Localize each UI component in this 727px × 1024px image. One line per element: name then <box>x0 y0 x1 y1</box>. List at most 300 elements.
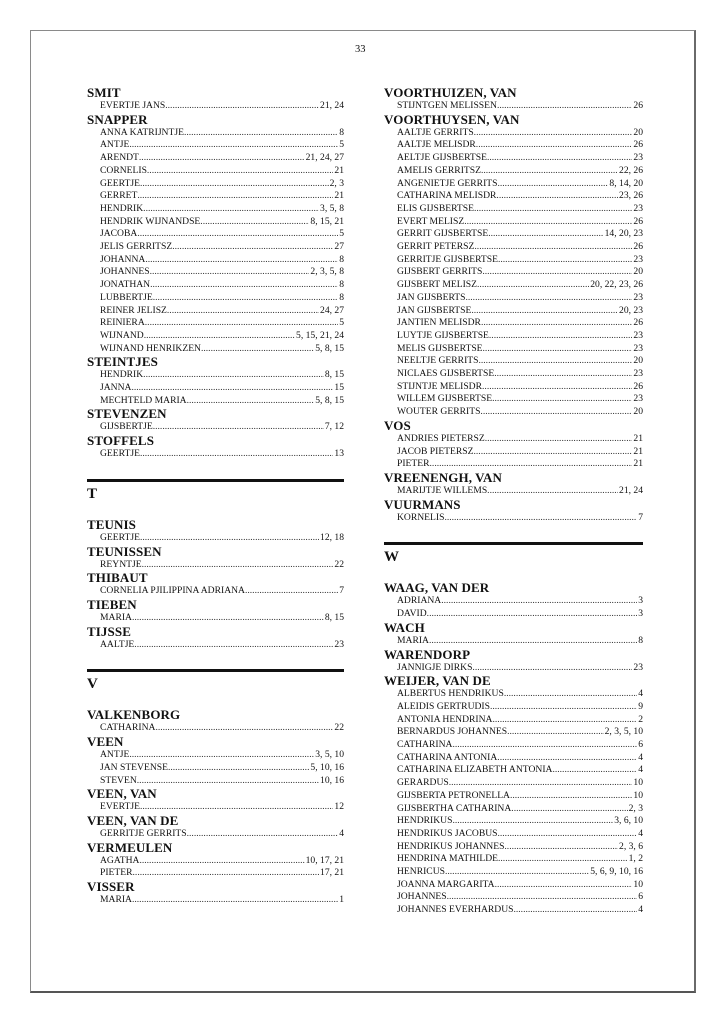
entry-name: NICLAES GIJSBERTSE <box>397 368 495 380</box>
entry-name: CATHARINA MELISDR <box>397 190 497 202</box>
index-entry <box>384 266 643 279</box>
dot-leader <box>449 777 633 790</box>
entry-pages: 5, 8, 15 <box>315 342 344 354</box>
index-entry <box>87 317 344 330</box>
index-entry <box>87 279 344 292</box>
index-entry <box>384 446 643 459</box>
letter-section <box>87 479 344 502</box>
entry-name: HENDRIK <box>100 202 144 214</box>
surname-heading: STOFFELS <box>87 433 155 449</box>
family-group <box>384 648 643 675</box>
page-number: 33 <box>355 44 366 55</box>
family-group <box>384 621 643 648</box>
entry-name: JAN GIJSBERTSE <box>397 304 472 316</box>
entry-pages: 23 <box>633 253 643 265</box>
dot-leader <box>131 382 333 395</box>
dot-leader <box>489 330 633 343</box>
dot-leader <box>137 775 319 788</box>
entry-name: JANTIEN MELISDR <box>397 317 481 329</box>
dot-leader <box>481 165 618 178</box>
entry-pages: 20 <box>633 355 643 367</box>
dot-leader <box>494 368 632 381</box>
entry-pages: 20 <box>633 126 643 138</box>
dot-leader <box>495 879 633 892</box>
entry-pages: 23 <box>633 202 643 214</box>
entry-pages: 8, 15 <box>324 369 344 381</box>
entry-name: NEELTJE GERRITS <box>397 355 479 367</box>
entry-name: ANGENIETJE GERRITS <box>397 177 498 189</box>
family-group <box>87 355 344 407</box>
index-entry <box>384 764 643 777</box>
entry-pages: 4 <box>638 827 643 839</box>
entry-name: AELTJE GIJSBERTSE <box>397 152 487 164</box>
entry-name: HENDRIK <box>100 369 144 381</box>
entry-pages: 26 <box>633 139 643 151</box>
letter-section <box>384 542 643 565</box>
dot-leader <box>472 662 632 675</box>
family-group <box>87 545 344 572</box>
entry-name: GERRITJE GIJSBERTSE <box>397 253 498 265</box>
index-entry <box>87 190 344 203</box>
dot-leader <box>143 369 324 382</box>
index-entry <box>384 777 643 790</box>
entry-name: GIJSBERT GERRITS <box>397 266 483 278</box>
index-entry <box>384 178 643 191</box>
index-entry <box>384 512 643 525</box>
entry-pages: 20 <box>633 406 643 418</box>
index-entry <box>384 714 643 727</box>
entry-name: HENDRIKUS <box>397 815 453 827</box>
dot-leader <box>144 330 295 343</box>
index-entry <box>384 203 643 216</box>
entry-name: WIJNAND <box>100 329 144 341</box>
entry-name: JOHANNA <box>100 253 146 265</box>
surname-heading: VALKENBORG <box>87 707 181 723</box>
dot-leader <box>452 739 637 752</box>
entry-name: REYNTJE <box>100 558 142 570</box>
family-group <box>87 735 344 787</box>
entry-name: JELIS GERRITSZ <box>100 241 173 253</box>
index-entry <box>384 343 643 356</box>
family-group <box>384 113 643 419</box>
entry-name: PIETER <box>100 867 133 879</box>
entry-name: GIJSBERTJE <box>100 421 153 433</box>
dot-leader <box>485 433 633 446</box>
entry-pages: 23 <box>633 393 643 405</box>
index-column-left <box>87 86 344 907</box>
entry-name: ALBERTUS HENDRIKUS <box>397 688 504 700</box>
index-entry <box>384 216 643 229</box>
index-entry <box>384 726 643 739</box>
entry-name: WIJNAND HENRIKZEN <box>100 342 201 354</box>
family-group <box>384 581 643 620</box>
dot-leader <box>201 343 314 356</box>
entry-pages: 6 <box>638 891 643 903</box>
entry-pages: 4 <box>339 827 344 839</box>
entry-name: ANDRIES PIETERSZ <box>397 432 485 444</box>
section-divider <box>87 479 344 482</box>
entry-name: ELIS GIJSBERTSE <box>397 202 474 214</box>
index-entry <box>87 305 344 318</box>
entry-pages: 2, 3 <box>329 177 344 189</box>
entry-name: STIJNTGEN MELISSEN <box>397 100 497 111</box>
entry-pages: 13 <box>334 448 344 460</box>
entry-pages: 2, 3 <box>628 802 643 814</box>
entry-name: CATHARINA ELIZABETH ANTONIA <box>397 764 553 776</box>
entry-pages: 5 <box>339 317 344 329</box>
dot-leader <box>482 381 632 394</box>
index-entry <box>87 216 344 229</box>
entry-pages: 2, 3, 5, 8 <box>310 266 344 278</box>
dot-leader <box>511 803 627 816</box>
surname-heading: VERMEULEN <box>87 839 173 855</box>
dot-leader <box>483 343 633 356</box>
entry-pages: 5, 15, 21, 24 <box>296 329 344 341</box>
dot-leader <box>150 279 338 292</box>
entry-pages: 1 <box>339 894 344 906</box>
letter-heading: T <box>87 485 98 502</box>
entry-name: ALEIDIS GERTRUDIS <box>397 700 490 712</box>
index-column-right <box>384 86 643 917</box>
entry-pages: 10, 16 <box>320 774 344 786</box>
entry-pages: 9 <box>638 700 643 712</box>
index-entry <box>384 355 643 368</box>
entry-name: ANTONIA HENDRINA <box>397 713 493 725</box>
entry-name: GIJSBERTHA CATHARINA <box>397 802 512 814</box>
dot-leader <box>165 100 319 113</box>
index-entry <box>87 382 344 395</box>
family-group <box>87 518 344 545</box>
entry-pages: 5 <box>339 139 344 151</box>
entry-pages: 10 <box>633 777 643 789</box>
entry-pages: 23 <box>633 291 643 303</box>
entry-pages: 20 <box>633 266 643 278</box>
entry-name: HENRICUS <box>397 866 445 878</box>
entry-name: ARENDT <box>100 152 139 164</box>
index-entry <box>384 608 643 621</box>
index-entry <box>87 228 344 241</box>
dot-leader <box>167 305 319 318</box>
entry-pages: 20, 22, 23, 26 <box>590 279 643 291</box>
index-entry <box>384 688 643 701</box>
index-entry <box>87 612 344 625</box>
dot-leader <box>487 485 618 498</box>
entry-name: WILLEM GIJSBERTSE <box>397 393 493 405</box>
entry-pages: 23 <box>633 152 643 164</box>
entry-name: AALTJE <box>100 638 135 650</box>
index-entry <box>87 448 344 461</box>
dot-leader <box>153 292 338 305</box>
dot-leader <box>481 317 632 330</box>
entry-pages: 21 <box>334 164 344 176</box>
entry-pages: 21, 24 <box>320 100 344 111</box>
index-entry <box>384 279 643 292</box>
entry-name: ANTJE <box>100 749 130 761</box>
surname-heading: TIEBEN <box>87 596 137 612</box>
index-entry <box>384 317 643 330</box>
family-group <box>87 571 344 598</box>
entry-name: JAN STEVENSE <box>100 761 168 773</box>
entry-pages: 12 <box>334 801 344 813</box>
entry-pages: 2 <box>638 713 643 725</box>
index-entry <box>87 855 344 868</box>
dot-leader <box>145 254 338 267</box>
letter-heading: W <box>384 549 399 566</box>
index-entry <box>384 381 643 394</box>
index-entry <box>384 228 643 241</box>
index-entry <box>87 532 344 545</box>
dot-leader <box>150 266 310 279</box>
letter-section <box>87 669 344 692</box>
index-entry <box>384 330 643 343</box>
entry-name: GERRIT PETERSZ <box>397 241 475 253</box>
index-entry <box>87 762 344 775</box>
entry-name: REINER JELISZ <box>100 304 167 316</box>
dot-leader <box>145 317 338 330</box>
entry-name: JOHANNES <box>397 891 447 903</box>
dot-leader <box>137 228 338 241</box>
family-group <box>87 113 344 356</box>
entry-name: JANNA <box>100 382 132 394</box>
dot-leader <box>498 853 628 866</box>
entry-pages: 8 <box>339 291 344 303</box>
dot-leader <box>132 894 338 907</box>
index-entry <box>87 152 344 165</box>
entry-name: GERRITJE GERRITS <box>100 827 187 839</box>
dot-leader <box>155 722 333 735</box>
entry-name: EVERTJE JANS <box>100 100 166 111</box>
entry-name: BERNARDUS JOHANNES <box>397 726 508 738</box>
surname-heading: VREENENGH, VAN <box>384 469 502 485</box>
family-group <box>87 880 344 907</box>
index-entry <box>87 330 344 343</box>
entry-name: JOHANNES <box>100 266 150 278</box>
dot-leader <box>513 904 637 917</box>
entry-name: ANTJE <box>100 139 130 151</box>
entry-name: CATHARINA <box>397 739 453 751</box>
dot-leader <box>427 608 638 621</box>
entry-pages: 26 <box>633 317 643 329</box>
index-entry <box>384 879 643 892</box>
entry-pages: 21 <box>633 432 643 444</box>
dot-leader <box>132 612 324 625</box>
entry-name: WOUTER GERRITS <box>397 406 481 418</box>
surname-heading: VEEN <box>87 734 124 750</box>
entry-pages: 4 <box>638 751 643 763</box>
entry-name: JAN GIJSBERTS <box>397 291 466 303</box>
index-entry <box>87 139 344 152</box>
dot-leader <box>187 828 339 841</box>
index-entry <box>384 828 643 841</box>
entry-name: HENDRINA MATHILDE <box>397 853 498 865</box>
entry-pages: 23 <box>633 342 643 354</box>
dot-leader <box>474 127 633 140</box>
family-group <box>87 434 344 461</box>
family-group <box>384 419 643 471</box>
index-entry <box>384 853 643 866</box>
index-entry <box>384 803 643 816</box>
surname-heading: TIJSSE <box>87 623 131 639</box>
entry-pages: 26 <box>633 241 643 253</box>
entry-pages: 3 <box>638 608 643 620</box>
dot-leader <box>140 801 333 814</box>
index-entry <box>87 801 344 814</box>
dot-leader <box>464 216 632 229</box>
dot-leader <box>471 305 618 318</box>
dot-leader <box>477 279 589 292</box>
dot-leader <box>133 867 320 880</box>
index-entry <box>384 866 643 879</box>
entry-name: AGATHA <box>100 854 140 866</box>
entry-name: MARIA <box>100 611 132 623</box>
entry-pages: 26 <box>633 380 643 392</box>
dot-leader <box>140 532 319 545</box>
dot-leader <box>129 749 314 762</box>
entry-pages: 2, 3, 6 <box>619 840 643 852</box>
dot-leader <box>498 254 632 267</box>
entry-name: CORNELIS <box>100 164 147 176</box>
dot-leader <box>497 752 637 765</box>
entry-name: GERRIT GIJSBERTSE <box>397 228 489 240</box>
dot-leader <box>445 866 589 879</box>
family-group <box>384 471 643 498</box>
entry-pages: 4 <box>638 764 643 776</box>
dot-leader <box>429 635 637 648</box>
index-entry <box>384 485 643 498</box>
entry-pages: 21, 24, 27 <box>305 152 344 164</box>
entry-name: CORNELIA PJILIPPINA ADRIANA <box>100 585 245 597</box>
dot-leader <box>153 421 324 434</box>
surname-heading: VOORTHUIZEN, VAN <box>384 85 517 100</box>
section-divider <box>87 669 344 672</box>
surname-heading: VOORTHUYSEN, VAN <box>384 111 520 127</box>
dot-leader <box>496 190 618 203</box>
index-entry <box>384 595 643 608</box>
entry-pages: 22 <box>334 722 344 734</box>
entry-pages: 23 <box>633 661 643 673</box>
family-group <box>384 674 643 917</box>
entry-pages: 21 <box>633 458 643 470</box>
dot-leader <box>452 815 613 828</box>
entry-name: MARIA <box>100 894 132 906</box>
entry-name: STIJNTJE MELISDR <box>397 380 483 392</box>
dot-leader <box>487 152 632 165</box>
entry-pages: 3, 5, 10 <box>315 749 344 761</box>
index-entry <box>384 891 643 904</box>
entry-name: ANNA KATRIJNTJE <box>100 126 184 138</box>
entry-pages: 17, 21 <box>320 867 344 879</box>
entry-pages: 5, 8, 15 <box>315 394 344 406</box>
entry-name: EVERT MELISZ <box>397 215 465 227</box>
index-entry <box>87 722 344 735</box>
entry-pages: 10 <box>633 878 643 890</box>
entry-pages: 15 <box>334 382 344 394</box>
entry-name: DAVID <box>397 608 427 620</box>
entry-pages: 20, 23 <box>619 304 643 316</box>
dot-leader <box>137 190 333 203</box>
entry-pages: 10 <box>633 789 643 801</box>
entry-name: MECHTELD MARIA <box>100 394 187 406</box>
dot-leader <box>140 178 329 191</box>
index-entry <box>384 241 643 254</box>
entry-name: REINIERA <box>100 317 145 329</box>
dot-leader <box>510 790 632 803</box>
index-entry <box>87 127 344 140</box>
entry-pages: 6 <box>638 739 643 751</box>
entry-name: ADRIANA <box>397 595 442 607</box>
entry-pages: 10, 17, 21 <box>305 854 344 866</box>
index-entry <box>384 100 643 113</box>
index-entry <box>87 292 344 305</box>
entry-pages: 24, 27 <box>320 304 344 316</box>
entry-pages: 21 <box>633 445 643 457</box>
index-entry <box>384 406 643 419</box>
index-entry <box>384 152 643 165</box>
entry-pages: 5, 10, 16 <box>310 761 344 773</box>
section-divider <box>384 542 643 545</box>
index-entry <box>384 904 643 917</box>
dot-leader <box>447 891 638 904</box>
entry-name: GERARDUS <box>397 777 449 789</box>
dot-leader <box>474 241 632 254</box>
dot-leader <box>476 139 633 152</box>
index-entry <box>87 749 344 762</box>
dot-leader <box>552 764 637 777</box>
entry-name: GEERTJE <box>100 448 140 460</box>
dot-leader <box>142 559 334 572</box>
dot-leader <box>474 446 633 459</box>
dot-leader <box>147 165 334 178</box>
index-entry <box>384 701 643 714</box>
index-entry <box>87 639 344 652</box>
dot-leader <box>134 639 333 652</box>
dot-leader <box>497 828 637 841</box>
index-entry <box>384 127 643 140</box>
family-group <box>384 86 643 113</box>
entry-pages: 23 <box>334 638 344 650</box>
entry-name: AMELIS GERRITSZ <box>397 164 481 176</box>
dot-leader <box>200 216 309 229</box>
index-entry <box>384 433 643 446</box>
entry-pages: 21 <box>334 190 344 202</box>
dot-leader <box>168 762 309 775</box>
dot-leader <box>465 292 632 305</box>
entry-pages: 4 <box>638 688 643 700</box>
index-entry <box>384 190 643 203</box>
dot-leader <box>504 841 618 854</box>
entry-pages: 8 <box>339 253 344 265</box>
surname-heading: WEIJER, VAN DE <box>384 673 491 689</box>
entry-name: GIJSBERTA PETRONELLA <box>397 789 510 801</box>
entry-pages: 8, 15, 21 <box>310 215 344 227</box>
entry-pages: 22, 26 <box>619 164 643 176</box>
dot-leader <box>139 855 304 868</box>
letter-heading: V <box>87 676 98 693</box>
index-entry <box>384 368 643 381</box>
entry-name: JANNIGJE DIRKS <box>397 661 473 673</box>
dot-leader <box>139 152 305 165</box>
entry-pages: 7 <box>339 585 344 597</box>
entry-pages: 8 <box>339 279 344 291</box>
entry-name: HENDRIKUS JOHANNES <box>397 840 505 852</box>
dot-leader <box>482 266 632 279</box>
surname-heading: WARENDORP <box>384 646 471 662</box>
entry-pages: 14, 20, 23 <box>604 228 643 240</box>
entry-name: PIETER <box>397 458 430 470</box>
index-entry <box>87 203 344 216</box>
entry-pages: 4 <box>638 904 643 916</box>
dot-leader <box>478 355 632 368</box>
